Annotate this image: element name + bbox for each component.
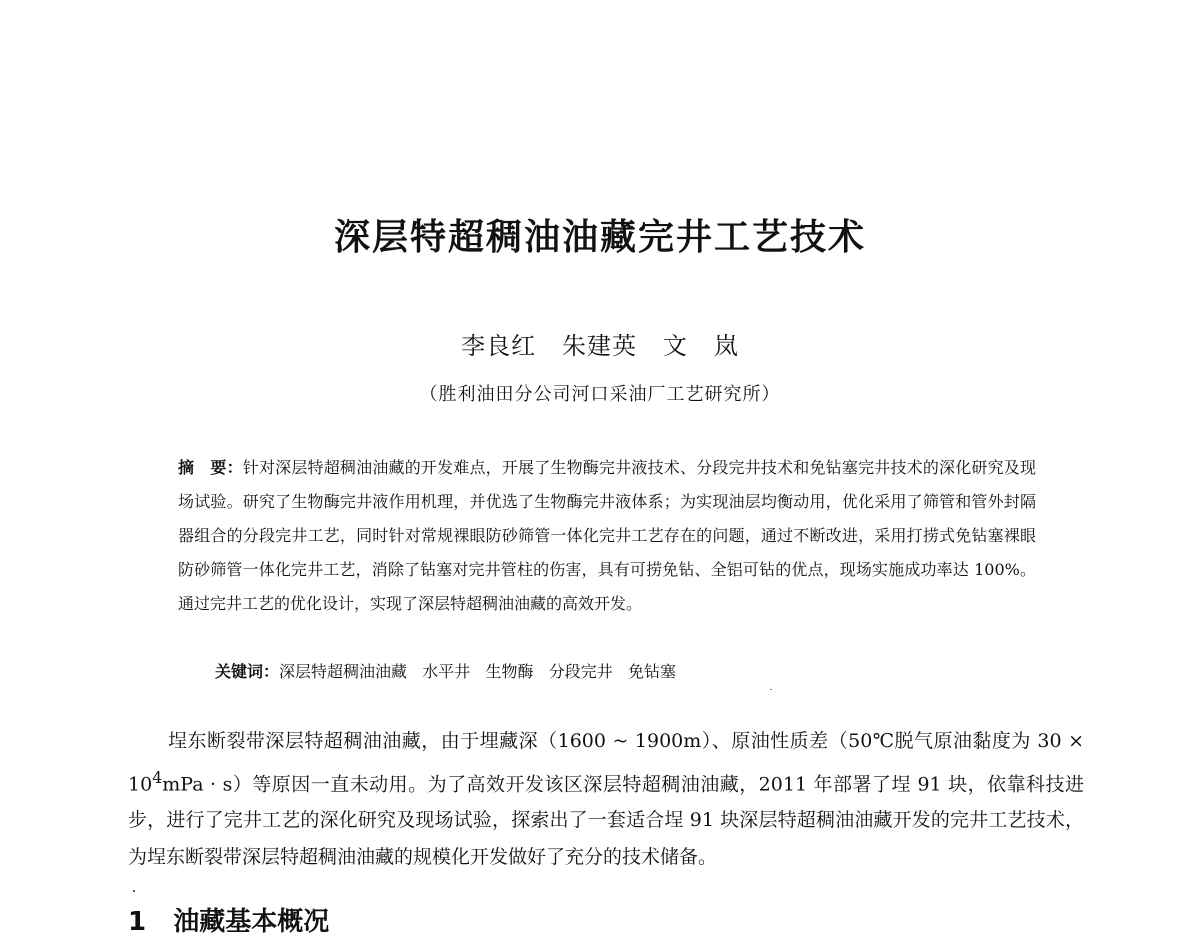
abstract-text: 针对深层特超稠油油藏的开发难点，开展了生物酶完井液技术、分段完井技术和免钻塞完井技术的深化研究及现场试验。研究了生物酶完井液作用机理，并优选了生物酶完井液体系；为实现油层均衡动用，优化采用了筛管和管外封隔器组合的分段完井工艺，同时针对常规裸眼防砂筛管一体化完井工艺存在的问题，通过不断改进，采用打捞式免钻塞裸眼防砂筛管一体化完井工艺，消除了钻塞对完井管柱的伤害，具有可捞免钻、全铝可钻的优点，现场实施成功率达 100%。通过完井工艺的优化设计，实现了深层特超稠油油藏的高效开发。	[178, 458, 1036, 613]
abstract-label: 摘 要：	[178, 458, 243, 477]
author-list: 李良红 朱建英 文 岚	[461, 332, 739, 360]
section-heading: 1 油藏基本概况	[128, 907, 330, 937]
author-affiliation: （胜利油田分公司河口采油厂工艺研究所）	[419, 384, 781, 405]
keywords-label: 关键词：	[215, 662, 280, 681]
scan-speck-2	[770, 689, 772, 690]
keywords-line	[215, 655, 1035, 689]
keywords-text: 深层特超稠油油藏 水平井 生物酶 分段完井 免钻塞	[279, 662, 677, 681]
paper-title: 深层特超稠油油藏完井工艺技术	[333, 217, 866, 258]
intro-superscript: 4	[152, 767, 163, 787]
scan-speck	[133, 890, 135, 892]
abstract-paragraph	[178, 451, 1036, 621]
introduction-paragraph	[128, 723, 1084, 875]
intro-text-part2: mPa · s）等原因一直未动用。为了高效开发该区深层特超稠油油藏，2011 年部署了埕 91 块，依靠科技进步，进行了完井工艺的深化研究及现场试验，探索出了一套适合埕 91 块深层特超稠油油藏开发的完井工艺技术，为埕东断裂带深层特超稠油油藏的规模化开发做好了充分的技术储备。	[128, 772, 1084, 868]
intro-text-part1: 埕东断裂带深层特超稠油油藏，由于埋藏深（1600 ~ 1900m）、原油性质差（50℃脱气原油黏度为 30 × 10	[128, 730, 1084, 795]
